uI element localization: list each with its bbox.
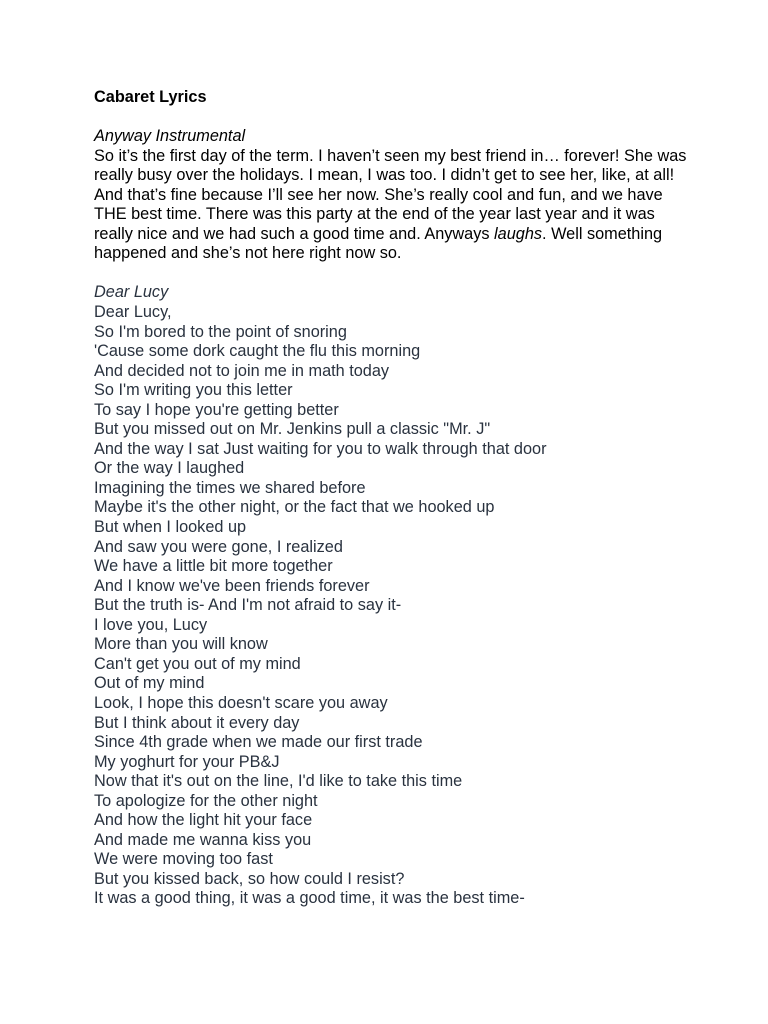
lyric-line: But you missed out on Mr. Jenkins pull a classic "Mr. J" [94, 420, 491, 439]
lyric-line: We were moving too fast [94, 850, 273, 869]
lyric-line: Imagining the times we shared before [94, 478, 366, 497]
blank-line [94, 108, 694, 128]
monologue-text-start: So it’s the first day of the term. I haven’t seen my best friend in… forever! She was really busy over the holidays. I mean, I was too. I didn’t get to see her, like, at all! And that’s fine because I’ll see her now. She’s really cool and fun, and we have THE best time. There was this party at the end of the year last year and it was really nice and we had such a good time and. Anyways [94, 146, 687, 243]
lyric-line: Out of my mind [94, 674, 205, 693]
blank-line [94, 264, 694, 284]
lyric-line: But you kissed back, so how could I resist? [94, 869, 405, 888]
lyric-line: And saw you were gone, I realized [94, 537, 343, 556]
lyric-line: It was a good thing, it was a good time, it was the best time- [94, 889, 525, 908]
lyrics-block [94, 303, 694, 909]
lyric-line: We have a little bit more together [94, 557, 333, 576]
lyric-line: My yoghurt for your PB&J [94, 752, 280, 771]
lyric-line: I love you, Lucy [94, 615, 208, 634]
section-heading-dear-lucy: Dear Lucy [94, 283, 169, 302]
lyric-line: So I'm bored to the point of snoring [94, 322, 347, 341]
lyric-line: Can't get you out of my mind [94, 654, 301, 673]
lyric-line: Since 4th grade when we made our first trade [94, 733, 423, 752]
lyric-line: 'Cause some dork caught the flu this morning [94, 342, 421, 361]
lyric-line: And I know we've been friends forever [94, 576, 370, 595]
lyric-line: But the truth is- And I'm not afraid to say it- [94, 596, 402, 615]
lyric-line: Look, I hope this doesn't scare you away [94, 693, 388, 712]
document-body [94, 88, 694, 909]
lyric-line: To say I hope you're getting better [94, 400, 339, 419]
lyric-line: But when I looked up [94, 518, 247, 537]
lyric-line: And how the light hit your face [94, 811, 313, 830]
lyric-line: And the way I sat Just waiting for you to walk through that door [94, 439, 547, 458]
lyric-line: To apologize for the other night [94, 791, 318, 810]
lyric-line: And decided not to join me in math today [94, 361, 390, 380]
section-heading-anyway-instrumental: Anyway Instrumental [94, 127, 246, 146]
monologue-text-end: . Well something happened and she’s not here right now so. [94, 224, 663, 263]
stage-direction: laughs [494, 224, 543, 243]
intro-monologue [94, 147, 694, 264]
document-title: Cabaret Lyrics [94, 88, 207, 106]
lyric-line: More than you will know [94, 635, 268, 654]
lyric-line: Now that it's out on the line, I'd like to take this time [94, 772, 463, 791]
lyric-line: Maybe it's the other night, or the fact that we hooked up [94, 498, 495, 517]
lyric-line: Dear Lucy, [94, 303, 172, 322]
lyric-line: But I think about it every day [94, 713, 300, 732]
lyric-line: And made me wanna kiss you [94, 830, 312, 849]
lyric-line: So I'm writing you this letter [94, 381, 293, 400]
lyric-line: Or the way I laughed [94, 459, 245, 478]
